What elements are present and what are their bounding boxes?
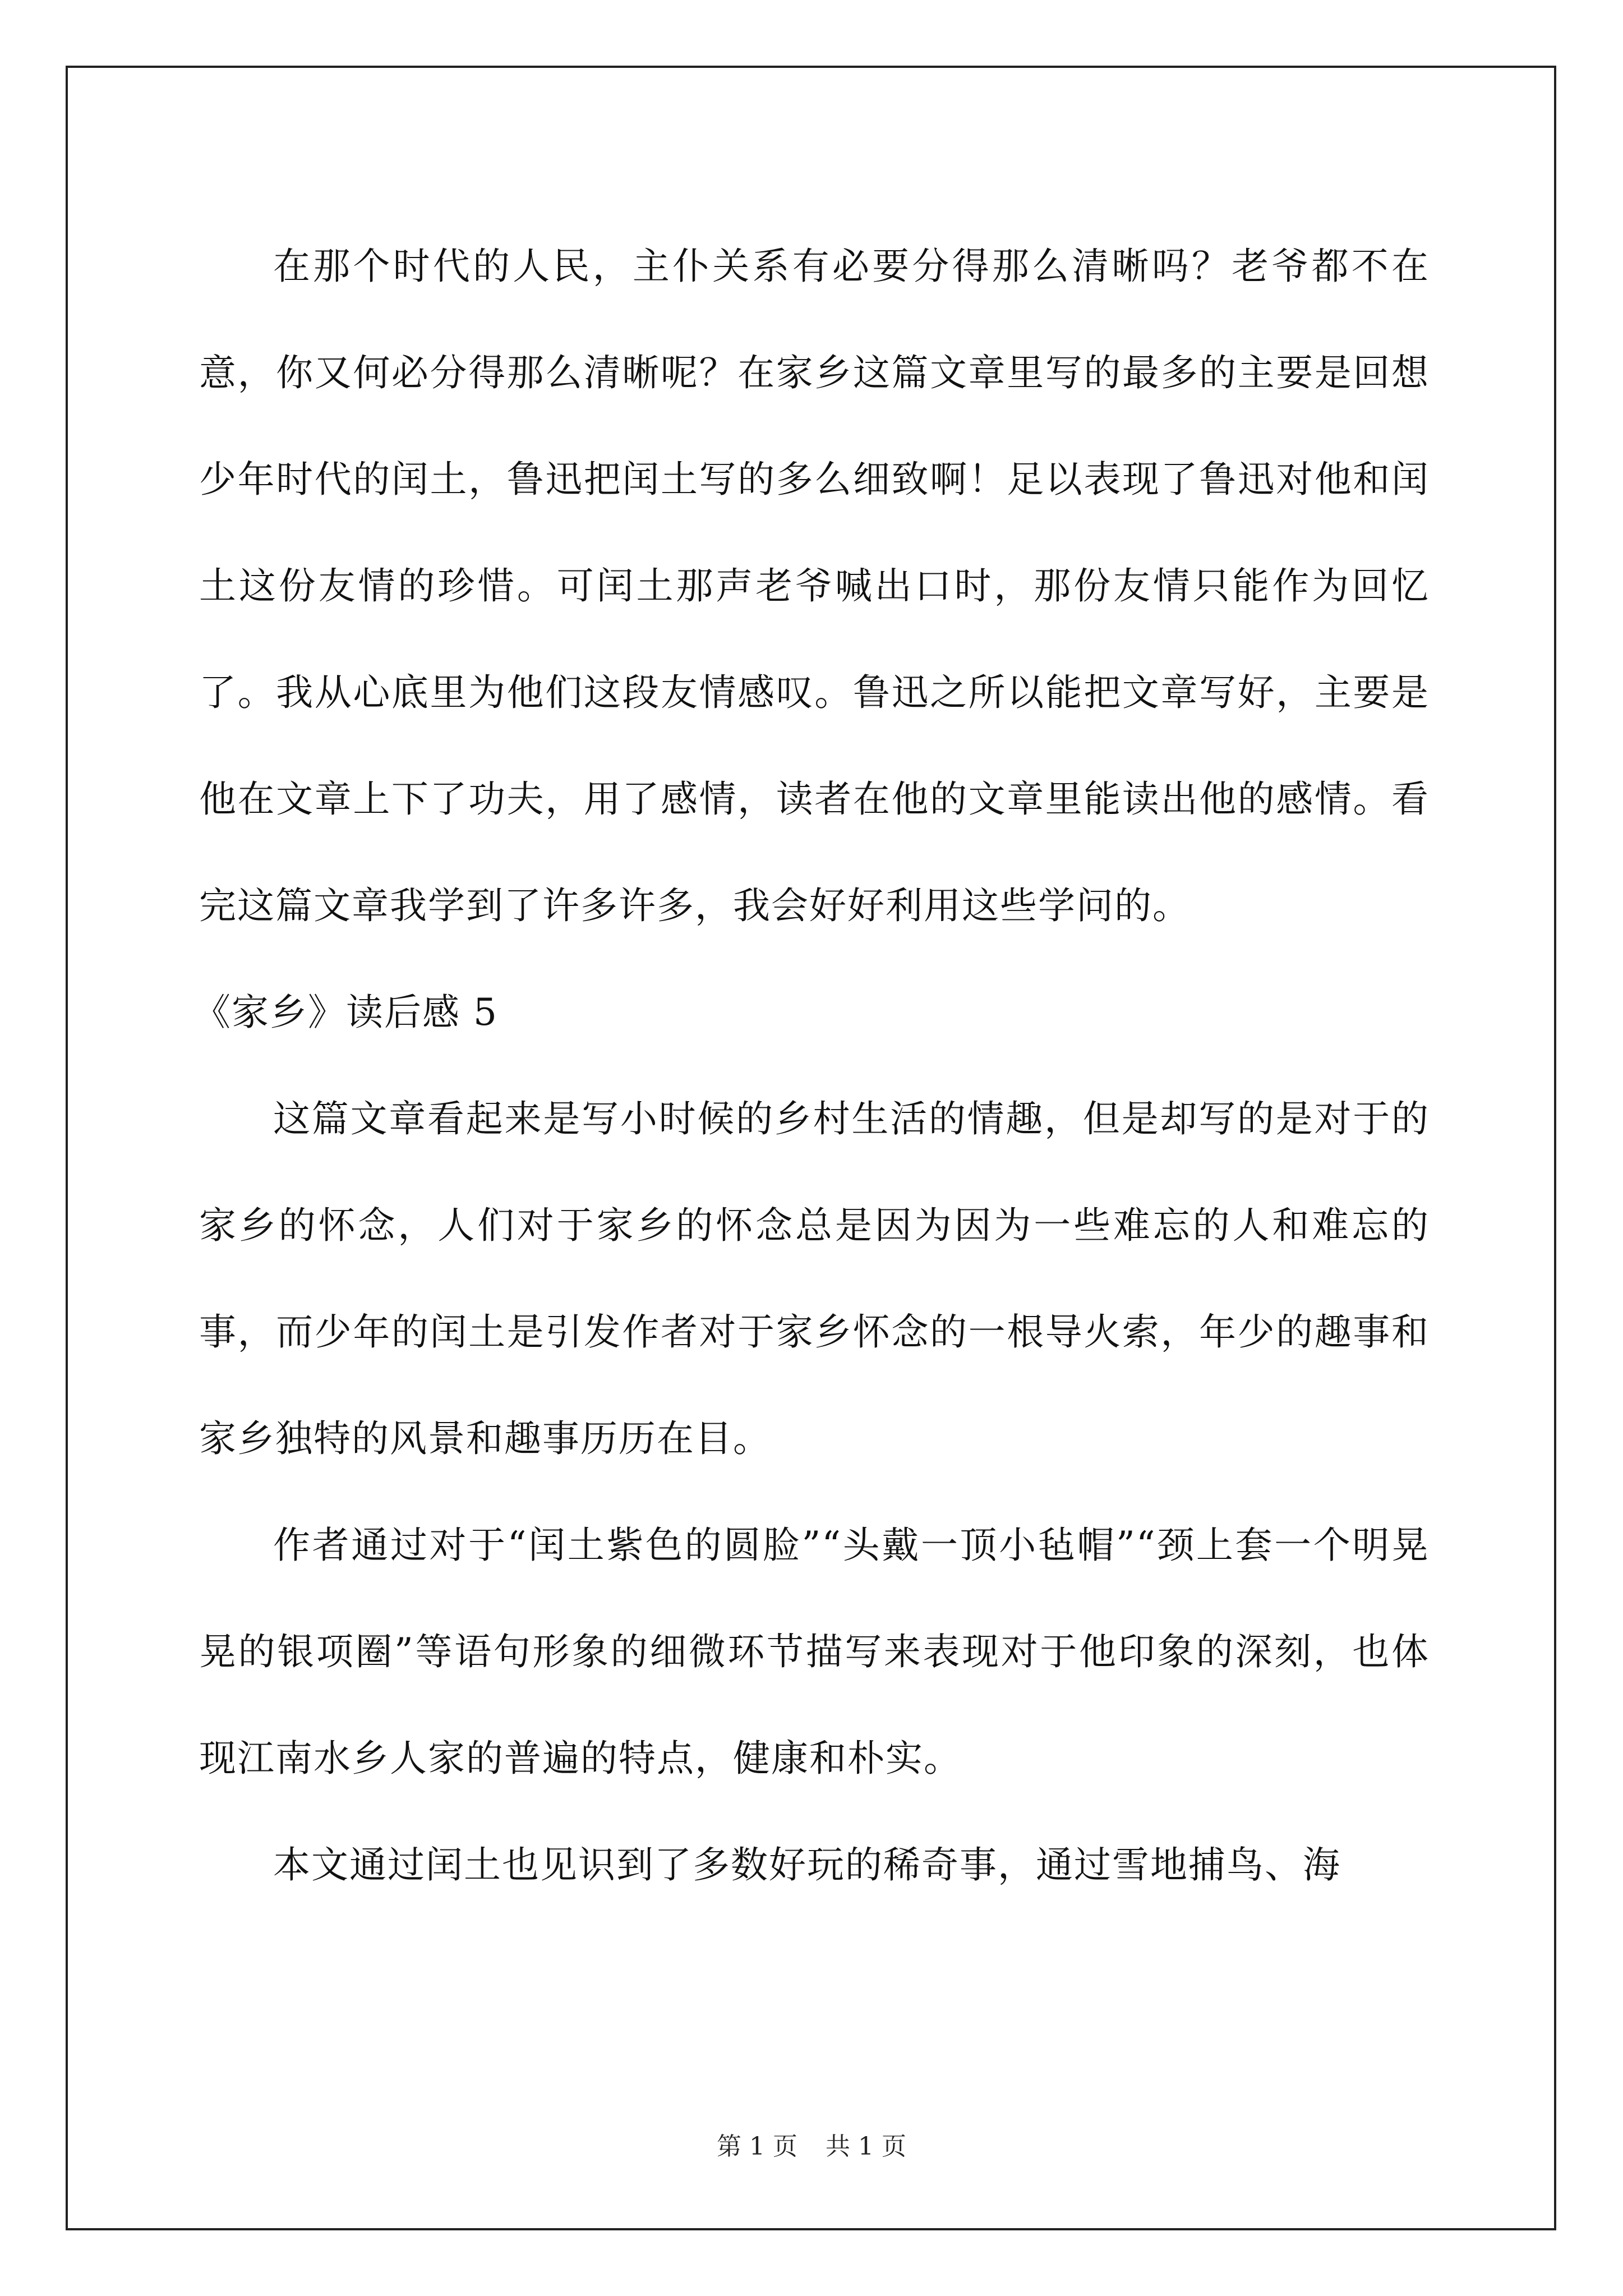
page-number: 第 1 页 — [717, 2132, 797, 2161]
page-footer — [0, 2126, 1623, 2162]
document-body — [193, 213, 1430, 1918]
paragraph: 这篇文章看起来是写小时候的乡村生活的情趣，但是却写的是对于的家乡的怀念，人们对于家乡的怀念总是因为因为一些难忘的人和难忘的事，而少年的闰土是引发作者对于家乡怀念的一根导火索，年少的趣事和家乡独特的风景和趣事历历在目。 — [199, 1097, 1430, 1460]
paragraph: 作者通过对于“闰土紫色的圆脸”“头戴一顶小毡帽”“颈上套一个明晃晃的银项圈”等语句形象的细微环节描写来表现对于他印象的深刻，也体现江南水乡人家的普遍的特点，健康和朴实。 — [199, 1524, 1430, 1780]
paragraph: 在那个时代的人民，主仆关系有必要分得那么清晰吗？老爷都不在意，你又何必分得那么清晰呢？在家乡这篇文章里写的最多的主要是回想少年时代的闰土，鲁迅把闰土写的多么细致啊！足以表现了鲁迅对他和闰土这份友情的珍惜。可闰土那声老爷喊出口时，那份友情只能作为回忆了。我从心底里为他们这段友情感叹。鲁迅之所以能把文章写好，主要是他在文章上下了功夫，用了感情，读者在他的文章里能读出他的感情。看完这篇文章我学到了许多许多，我会好好利用这些学问的。 — [199, 245, 1430, 927]
page-total: 共 1 页 — [826, 2132, 906, 2161]
paragraph: 本文通过闰土也见识到了多数好玩的稀奇事，通过雪地捕鸟、海 — [273, 1843, 1341, 1887]
section-heading: 《家乡》读后感 5 — [193, 991, 498, 1034]
